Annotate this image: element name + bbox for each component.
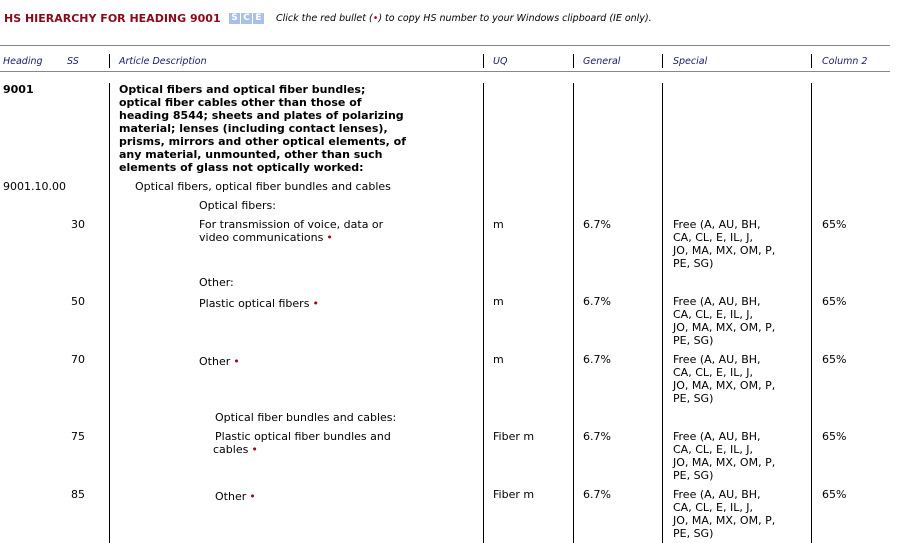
row-85-description-text: Other bbox=[215, 490, 247, 503]
special-line: JO, MA, MX, OM, P, bbox=[673, 244, 776, 257]
heading-description-line: heading 8544; sheets and plates of polarizing bbox=[119, 109, 404, 122]
row-30-description-text: video communications bbox=[199, 231, 324, 244]
row-30-uq: m bbox=[493, 218, 504, 231]
column-divider bbox=[483, 83, 484, 543]
heading-description-line: optical fiber cables other than those of bbox=[119, 96, 362, 109]
copy-bullet-icon[interactable]: • bbox=[312, 297, 319, 310]
row-70-column2: 65% bbox=[822, 353, 847, 366]
col-header-ss: SS bbox=[67, 56, 79, 67]
special-line: Free (A, AU, BH, bbox=[673, 353, 761, 366]
row-30-ss: 30 bbox=[71, 218, 85, 231]
column-divider bbox=[109, 83, 110, 543]
subheading-code: 9001.10.00 bbox=[3, 180, 66, 193]
row-75-description bbox=[215, 430, 391, 456]
special-line: JO, MA, MX, OM, P, bbox=[673, 321, 776, 334]
copy-bullet-icon[interactable]: • bbox=[233, 355, 240, 368]
heading-description-line: Optical fibers and optical fiber bundles; bbox=[119, 83, 366, 96]
row-30-general: 6.7% bbox=[583, 218, 611, 231]
header-top-rule bbox=[0, 45, 890, 46]
col-header-special: Special bbox=[673, 56, 708, 67]
special-line: Free (A, AU, BH, bbox=[673, 218, 761, 231]
header-bottom-rule bbox=[0, 71, 890, 72]
special-line: PE, SG) bbox=[673, 527, 714, 540]
instruction-prefix: Click the red bullet ( bbox=[276, 13, 373, 24]
special-line: CA, CL, E, IL, J, bbox=[673, 443, 754, 456]
row-50-special bbox=[673, 295, 775, 347]
column-divider bbox=[811, 83, 812, 543]
special-line: CA, CL, E, IL, J, bbox=[673, 308, 754, 321]
row-85-column2: 65% bbox=[822, 488, 847, 501]
special-line: JO, MA, MX, OM, P, bbox=[673, 514, 776, 527]
row-75-general: 6.7% bbox=[583, 430, 611, 443]
instruction-text bbox=[276, 13, 652, 24]
copy-bullet-icon[interactable]: • bbox=[249, 490, 256, 503]
heading-description bbox=[119, 83, 406, 174]
header-divider bbox=[662, 54, 663, 68]
row-85-ss: 85 bbox=[71, 488, 85, 501]
copy-bullet-icon[interactable]: • bbox=[251, 443, 258, 456]
sce-s-icon[interactable]: S bbox=[229, 13, 240, 24]
row-85-uq: Fiber m bbox=[493, 488, 535, 501]
group-label-bundles: Optical fiber bundles and cables: bbox=[215, 411, 397, 424]
row-70-description bbox=[199, 355, 240, 368]
special-line: Free (A, AU, BH, bbox=[673, 430, 761, 443]
row-30-column2: 65% bbox=[822, 218, 847, 231]
row-30-description-line bbox=[199, 231, 383, 244]
heading-description-line: material; lenses (including contact lenses), bbox=[119, 122, 388, 135]
row-75-description-line: Plastic optical fiber bundles and bbox=[215, 430, 391, 443]
special-line: PE, SG) bbox=[673, 334, 714, 347]
row-70-special bbox=[673, 353, 775, 405]
col-header-general: General bbox=[583, 56, 621, 67]
special-line: PE, SG) bbox=[673, 469, 714, 482]
col-header-column2: Column 2 bbox=[822, 56, 868, 67]
sce-c-icon[interactable]: C bbox=[241, 13, 252, 24]
row-75-description-line bbox=[213, 443, 391, 456]
row-70-uq: m bbox=[493, 353, 504, 366]
heading-description-line: any material, unmounted, other than such bbox=[119, 148, 383, 161]
header-divider bbox=[483, 54, 484, 68]
heading-description-line: prisms, mirrors and other optical elements, of bbox=[119, 135, 406, 148]
row-70-ss: 70 bbox=[71, 353, 85, 366]
header-divider bbox=[811, 54, 812, 68]
instruction-bullet-icon: • bbox=[372, 13, 379, 24]
col-header-article: Article Description bbox=[119, 56, 207, 67]
row-70-general: 6.7% bbox=[583, 353, 611, 366]
col-header-uq: UQ bbox=[493, 56, 508, 67]
special-line: CA, CL, E, IL, J, bbox=[673, 366, 754, 379]
row-30-special bbox=[673, 218, 775, 270]
special-line: CA, CL, E, IL, J, bbox=[673, 231, 754, 244]
special-line: PE, SG) bbox=[673, 392, 714, 405]
special-line: Free (A, AU, BH, bbox=[673, 488, 761, 501]
special-line: Free (A, AU, BH, bbox=[673, 295, 761, 308]
row-50-ss: 50 bbox=[71, 295, 85, 308]
row-75-ss: 75 bbox=[71, 430, 85, 443]
row-85-description bbox=[215, 490, 256, 503]
sce-e-icon[interactable]: E bbox=[253, 13, 264, 24]
col-header-heading: Heading bbox=[3, 56, 43, 67]
column-divider bbox=[662, 83, 663, 543]
header-divider bbox=[573, 54, 574, 68]
subheading-description: Optical fibers, optical fiber bundles and cables bbox=[135, 180, 391, 193]
row-50-description-text: Plastic optical fibers bbox=[199, 297, 310, 310]
row-75-column2: 65% bbox=[822, 430, 847, 443]
row-30-description-line: For transmission of voice, data or bbox=[199, 218, 384, 231]
group-label-other: Other: bbox=[199, 276, 234, 289]
special-line: CA, CL, E, IL, J, bbox=[673, 501, 754, 514]
column-divider bbox=[573, 83, 574, 543]
row-30-description bbox=[199, 218, 383, 244]
row-50-description bbox=[199, 297, 319, 310]
row-75-description-text: cables bbox=[213, 443, 249, 456]
row-50-general: 6.7% bbox=[583, 295, 611, 308]
row-50-uq: m bbox=[493, 295, 504, 308]
row-75-uq: Fiber m bbox=[493, 430, 535, 443]
heading-code: 9001 bbox=[3, 83, 34, 96]
heading-description-line: elements of glass not optically worked: bbox=[119, 161, 364, 174]
row-85-general: 6.7% bbox=[583, 488, 611, 501]
row-75-special bbox=[673, 430, 775, 482]
group-label-optical-fibers: Optical fibers: bbox=[199, 199, 276, 212]
special-line: JO, MA, MX, OM, P, bbox=[673, 456, 776, 469]
row-85-special bbox=[673, 488, 775, 540]
row-50-column2: 65% bbox=[822, 295, 847, 308]
instruction-suffix: ) to copy HS number to your Windows clipboard (IE only). bbox=[378, 13, 652, 24]
row-70-description-text: Other bbox=[199, 355, 231, 368]
special-line: JO, MA, MX, OM, P, bbox=[673, 379, 776, 392]
copy-bullet-icon[interactable]: • bbox=[326, 231, 333, 244]
special-line: PE, SG) bbox=[673, 257, 714, 270]
page-title: HS HIERARCHY FOR HEADING 9001 bbox=[4, 12, 221, 25]
header-divider bbox=[109, 54, 110, 68]
